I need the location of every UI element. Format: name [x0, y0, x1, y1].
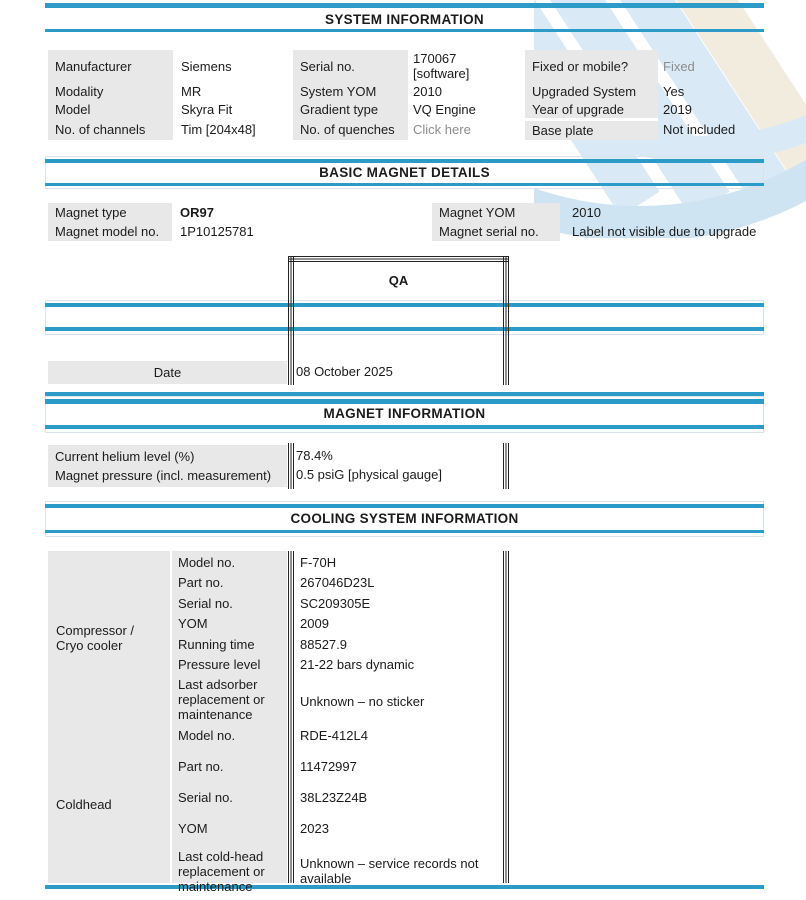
- cooling-left-rule: [288, 551, 294, 883]
- channels-label: No. of channels: [48, 118, 173, 140]
- system-info-column-2: [293, 50, 496, 140]
- year-of-upgrade-value: 2019: [663, 101, 692, 117]
- compressor-yom-label: YOM: [178, 616, 208, 632]
- table-row: [172, 596, 509, 616]
- last-coldhead-replacement-value: Unknown – service records not available: [300, 855, 479, 886]
- table-row: [172, 637, 509, 657]
- magnet-details-right: [432, 203, 764, 241]
- table-row: [48, 203, 392, 222]
- coldhead-group-label: Coldhead: [56, 796, 112, 812]
- table-row: [293, 100, 496, 118]
- magnet-serial-no-label: Magnet serial no.: [432, 222, 560, 241]
- last-coldhead-replacement-label: Last cold-head replacement or maintenance: [178, 849, 265, 895]
- qa-box-right-border: [503, 256, 509, 385]
- magnet-type-label: Magnet type: [48, 203, 172, 222]
- compressor-model-no-label: Model no.: [178, 555, 236, 570]
- divider-line: [45, 399, 764, 404]
- magnet-serial-no-value: Label not visible due to upgrade: [572, 224, 757, 239]
- date-value: 08 October 2025: [296, 364, 393, 379]
- cooling-rows: [172, 551, 509, 895]
- magnet-pressure-value: 0.5 psiG [physical gauge]: [296, 467, 442, 482]
- compressor-model-no-value: F-70H: [300, 555, 337, 570]
- compressor-part-no-value: 267046D23L: [300, 575, 375, 591]
- model-label: Model: [48, 100, 173, 118]
- base-plate-value: Not included: [663, 121, 736, 137]
- table-row: [172, 555, 509, 575]
- magnet-yom-value: 2010: [572, 205, 601, 220]
- section-title-cooling-system-information: COOLING SYSTEM INFORMATION: [290, 511, 519, 526]
- manufacturer-value: Siemens: [181, 58, 232, 74]
- qa-box-top-border: [288, 256, 509, 262]
- system-yom-value: 2010: [413, 83, 442, 99]
- table-row: [293, 50, 496, 82]
- divider-line: [45, 183, 764, 186]
- divider-line: [45, 29, 764, 32]
- section-title-basic-magnet-details: BASIC MAGNET DETAILS: [319, 165, 490, 180]
- magnet-info-values: [296, 446, 496, 484]
- magnet-type-value: OR97: [180, 205, 214, 220]
- coldhead-serial-no-label: Serial no.: [178, 790, 233, 806]
- table-row: [293, 118, 496, 140]
- coldhead-model-no-label: Model no.: [178, 728, 236, 744]
- coldhead-yom-value: 2023: [300, 821, 329, 837]
- system-info-column-3: [525, 50, 762, 140]
- cooling-right-rule: [503, 551, 509, 883]
- serial-no-label: Serial no.: [293, 50, 408, 82]
- pressure-level-value: 21-22 bars dynamic: [300, 656, 415, 672]
- running-time-label: Running time: [178, 636, 255, 652]
- upgraded-system-label: Upgraded System: [525, 82, 658, 100]
- modality-label: Modality: [48, 82, 173, 100]
- qa-title: QA: [388, 273, 409, 288]
- magnet-info-left-rule: [288, 443, 294, 489]
- magnet-model-no-value: 1P10125781: [180, 224, 254, 239]
- magnet-info-right-rule: [503, 443, 509, 489]
- table-row: [48, 222, 392, 241]
- table-row: [432, 203, 764, 222]
- compressor-group-label: Compressor / Cryo cooler: [56, 623, 135, 653]
- base-plate-label: Base plate: [525, 118, 658, 140]
- system-yom-label: System YOM: [293, 82, 408, 100]
- helium-level-label: Current helium level (%): [55, 449, 195, 464]
- coldhead-serial-no-value: 38L23Z24B: [300, 790, 368, 806]
- magnet-details-left: [48, 203, 392, 241]
- table-row: [48, 100, 288, 118]
- year-of-upgrade-label: Year of upgrade: [525, 100, 658, 118]
- table-row: [432, 222, 764, 241]
- qa-box-left-border: [288, 256, 294, 385]
- divider-line: [45, 530, 764, 533]
- section-title-magnet-information: MAGNET INFORMATION: [323, 406, 486, 421]
- table-row: [48, 82, 288, 100]
- quenches-click-here-link[interactable]: Click here: [413, 121, 471, 137]
- helium-level-value: 78.4%: [296, 448, 333, 463]
- divider-line: [45, 425, 764, 429]
- table-row: [48, 50, 288, 82]
- compressor-part-no-label: Part no.: [178, 575, 224, 591]
- table-row: [172, 818, 509, 849]
- divider-line: [45, 392, 764, 396]
- fixed-or-mobile-value: Fixed: [663, 58, 695, 74]
- channels-value: Tim [204x48]: [181, 121, 256, 137]
- divider-line: [45, 504, 764, 508]
- compressor-serial-no-value: SC209305E: [300, 595, 371, 611]
- serial-no-value: 170067 [software]: [413, 51, 470, 81]
- quenches-label: No. of quenches: [293, 118, 408, 140]
- coldhead-part-no-value: 11472997: [300, 759, 357, 775]
- compressor-yom-value: 2009: [300, 616, 329, 632]
- section-title-system-information: SYSTEM INFORMATION: [325, 12, 484, 27]
- pressure-level-label: Pressure level: [178, 656, 261, 672]
- manufacturer-label: Manufacturer: [48, 50, 173, 82]
- last-adsorber-label: Last adsorber replacement or maintenance: [178, 677, 265, 723]
- system-info-column-1: [48, 50, 288, 140]
- compressor-group-label-cell: [48, 551, 170, 725]
- table-row: [172, 849, 509, 895]
- coldhead-group-label-cell: [48, 725, 170, 883]
- gradient-type-value: VQ Engine: [413, 101, 476, 117]
- table-row: [525, 50, 762, 82]
- magnet-yom-label: Magnet YOM: [432, 203, 560, 222]
- magnet-model-no-label: Magnet model no.: [48, 222, 172, 241]
- cooling-system-table: [48, 551, 509, 895]
- running-time-value: 88527.9: [300, 636, 347, 652]
- table-row: [172, 725, 509, 756]
- gradient-type-label: Gradient type: [293, 100, 408, 118]
- table-row: [172, 657, 509, 677]
- divider-line: [45, 3, 764, 8]
- table-row: [48, 118, 288, 140]
- date-label: Date: [153, 365, 182, 380]
- model-value: Skyra Fit: [181, 101, 233, 117]
- table-row: [293, 82, 496, 100]
- fixed-or-mobile-label: Fixed or mobile?: [525, 50, 658, 82]
- coldhead-yom-label: YOM: [178, 821, 208, 837]
- table-row: [172, 616, 509, 636]
- coldhead-part-no-label: Part no.: [178, 759, 224, 775]
- divider-line: [45, 159, 764, 163]
- table-row: [172, 677, 509, 725]
- coldhead-model-no-value: RDE-412L4: [300, 728, 368, 744]
- date-label-cell: [48, 361, 287, 384]
- table-row: [525, 118, 762, 140]
- table-row: [525, 100, 762, 118]
- magnet-pressure-label: Magnet pressure (incl. measurement): [55, 468, 272, 483]
- last-adsorber-value: Unknown – no sticker: [300, 693, 425, 709]
- upgraded-system-value: Yes: [663, 83, 685, 99]
- table-row: [172, 756, 509, 787]
- table-row: [172, 575, 509, 595]
- modality-value: MR: [181, 83, 202, 99]
- magnet-info-labels: [48, 445, 287, 487]
- table-row: [172, 787, 509, 818]
- compressor-serial-no-label: Serial no.: [178, 595, 233, 611]
- table-row: [525, 82, 762, 100]
